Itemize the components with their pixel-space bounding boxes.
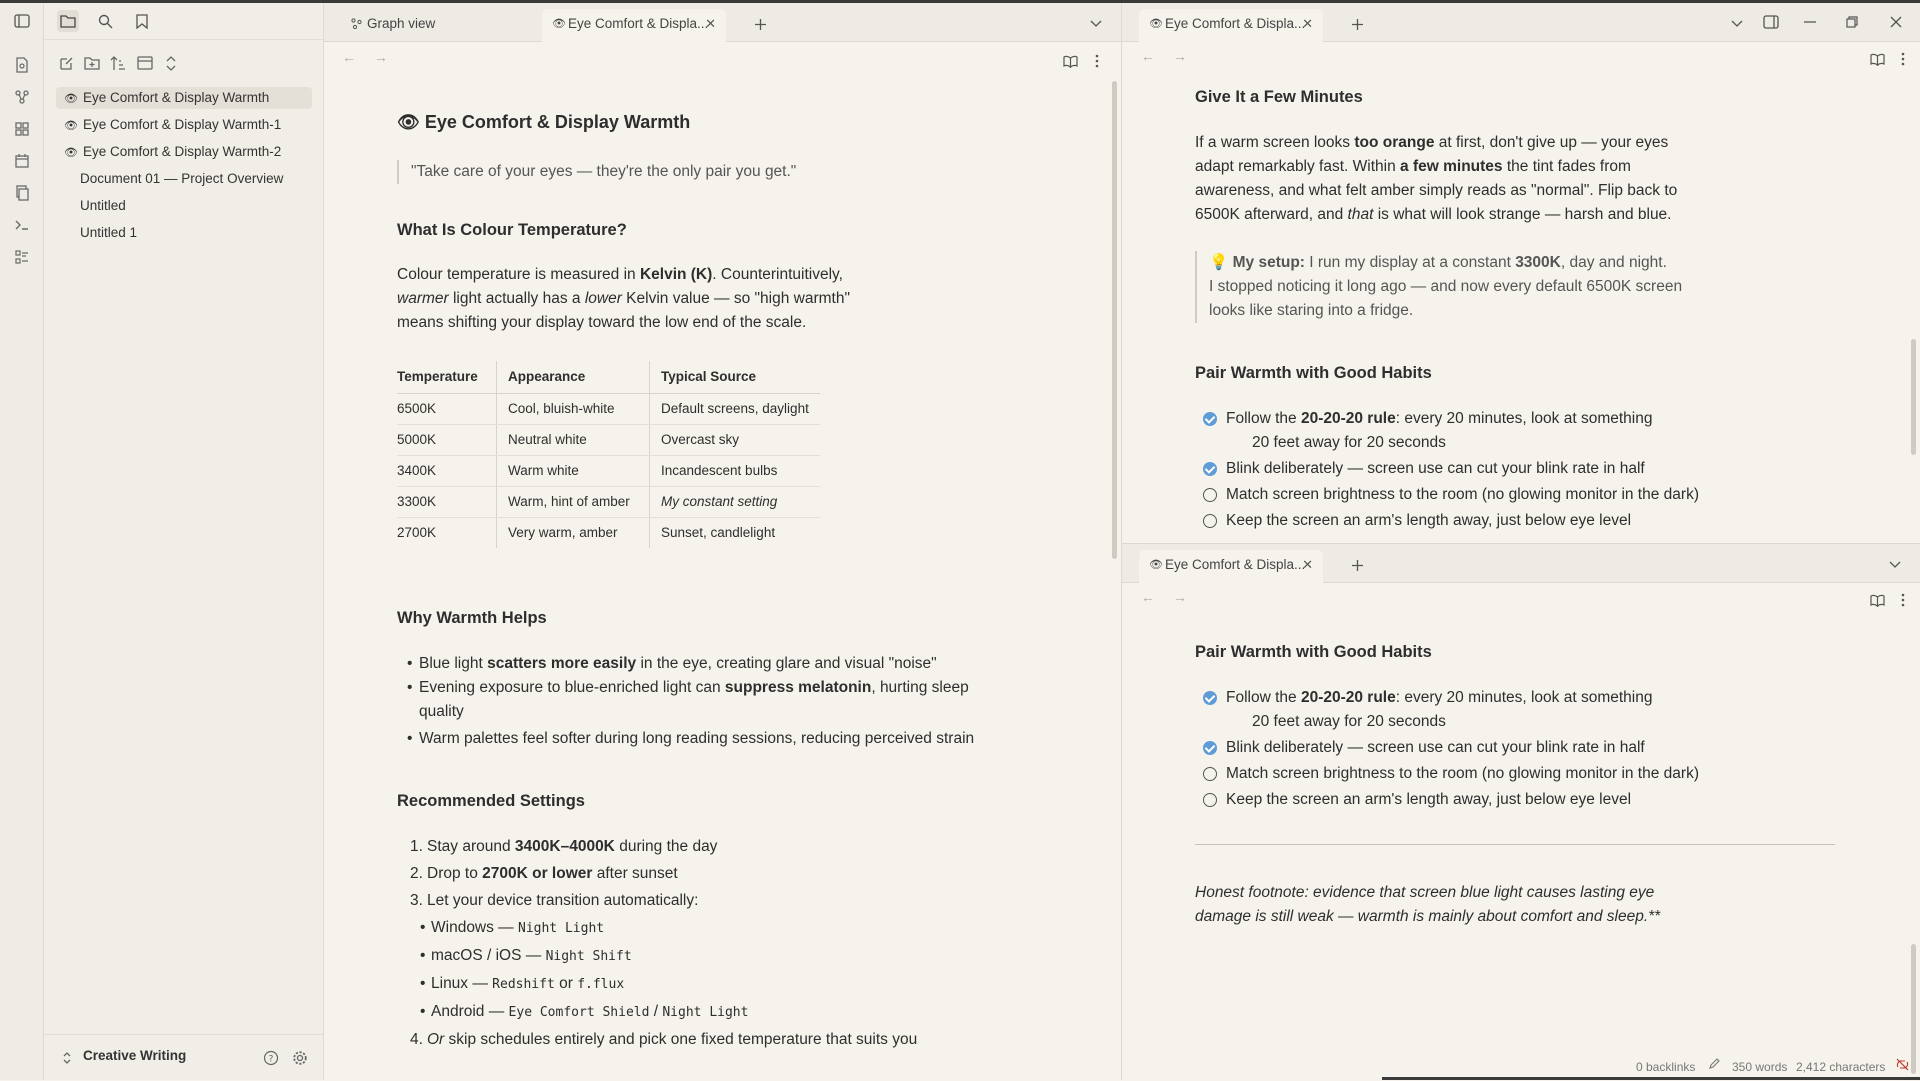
callout-setup: 💡 My setup: I run my display at a constant 3300K, day and night. I stopped noticing it long ago — and now every default 6500K screen looks like staring into a fridge.: [1195, 251, 1855, 323]
file-item[interactable]: [56, 195, 312, 217]
new-tab-plus-icon[interactable]: [1346, 554, 1368, 576]
sync-off-icon[interactable]: [1896, 1058, 1909, 1074]
file-item[interactable]: [56, 222, 312, 244]
right-bottom-editor-pane: [1122, 544, 1920, 1080]
note-content: [397, 110, 1037, 1052]
heading-give-minutes: Give It a Few Minutes: [1195, 88, 1363, 106]
tab-label: Eye Comfort & Displa...: [1165, 557, 1306, 572]
table-cell: Incandescent bulbs: [650, 456, 820, 487]
tab-label: Graph view: [367, 16, 436, 31]
checklist-item: Follow the 20-20-20 rule: every 20 minutes, look at something 20 feet away for 20 seconds: [1195, 686, 1855, 734]
temperature-table: [397, 361, 820, 548]
checkbox-checked[interactable]: [1203, 462, 1217, 476]
file-label: Eye Comfort & Display Warmth-1: [82, 117, 282, 132]
new-note-icon[interactable]: [55, 52, 77, 74]
list-item: 1. Stay around 3400K–4000K during the day: [410, 838, 718, 855]
svg-text:?: ?: [268, 1054, 274, 1065]
minimize-icon[interactable]: [1799, 11, 1821, 33]
heading-habits: Pair Warmth with Good Habits: [1195, 364, 1432, 382]
close-tab-icon[interactable]: ✕: [705, 16, 716, 31]
file-label: Untitled 1: [80, 225, 138, 240]
checklist-item: Keep the screen an arm's length away, just below eye level: [1195, 509, 1855, 533]
toggle-sidebar-icon[interactable]: [11, 10, 33, 32]
table-cell: 3400K: [397, 456, 497, 487]
list-item: 2. Drop to 2700K or lower after sunset: [410, 865, 678, 882]
tab-label: Eye Comfort & Displa...: [1165, 16, 1306, 31]
heading-why-warmth: Why Warmth Helps: [397, 609, 547, 627]
tab-graph-view[interactable]: [341, 9, 531, 39]
checklist-item: Follow the 20-20-20 rule: every 20 minutes, look at something 20 feet away for 20 seconds: [1195, 407, 1855, 455]
eye-icon: 👁: [64, 120, 78, 132]
more-options-icon[interactable]: [1892, 589, 1914, 611]
file-label: Eye Comfort & Display Warmth: [82, 90, 270, 105]
heading-habits: Pair Warmth with Good Habits: [1195, 643, 1432, 661]
sort-icon[interactable]: [107, 52, 129, 74]
file-item[interactable]: [56, 87, 312, 109]
file-item[interactable]: [56, 168, 312, 190]
table-row: [397, 425, 820, 456]
checkbox-unchecked[interactable]: [1203, 767, 1217, 781]
note-title: [397, 110, 1037, 134]
new-folder-icon[interactable]: [81, 52, 103, 74]
checkbox-checked[interactable]: [1203, 741, 1217, 755]
table-row: [397, 394, 820, 425]
table-cell: 3300K: [397, 487, 497, 518]
recommended-list: [397, 835, 1037, 1052]
table-header: Appearance: [497, 361, 650, 394]
lightbulb-icon: 💡: [1209, 254, 1229, 271]
table-cell: Very warm, amber: [497, 518, 650, 549]
calendar-icon[interactable]: [12, 151, 32, 171]
table-header: Typical Source: [650, 361, 820, 394]
file-label: Eye Comfort & Display Warmth-2: [82, 144, 282, 159]
files-folder-icon[interactable]: [57, 10, 79, 32]
collapse-all-icon[interactable]: [160, 52, 182, 74]
sub-list-item: • macOS / iOS — Night Shift: [420, 947, 632, 964]
settings-gear-icon[interactable]: [289, 1047, 311, 1069]
checkbox-checked[interactable]: [1203, 691, 1217, 705]
table-header: Temperature: [397, 361, 497, 394]
checklist-item: Blink deliberately — screen use can cut your blink rate in half: [1195, 457, 1855, 481]
nav-arrows: [1141, 589, 1187, 613]
table-cell: My constant setting: [650, 487, 820, 518]
tab-eye-comfort[interactable]: [1139, 550, 1323, 583]
right-bottom-tab-bar: [1122, 544, 1920, 583]
close-window-icon[interactable]: [1885, 11, 1907, 33]
habits-checklist: [1195, 407, 1855, 533]
toggle-right-sidebar-icon[interactable]: [1760, 11, 1782, 33]
back-arrow-icon[interactable]: ←: [342, 49, 356, 65]
eye-icon: 👁: [397, 112, 420, 132]
forward-arrow-icon[interactable]: →: [373, 49, 388, 65]
right-bottom-scrollbar[interactable]: [1911, 944, 1916, 1074]
heading-colour-temperature: What Is Colour Temperature?: [397, 221, 627, 239]
graph-view-icon[interactable]: [12, 87, 32, 107]
eye-icon: 👁: [1149, 559, 1163, 571]
list-item: • Warm palettes feel softer during long reading sessions, reducing perceived strain: [407, 730, 975, 747]
more-options-icon[interactable]: [1086, 50, 1108, 72]
table-cell: Neutral white: [497, 425, 650, 456]
checkbox-unchecked[interactable]: [1203, 793, 1217, 807]
help-icon[interactable]: [260, 1047, 282, 1069]
table-cell: Default screens, daylight: [650, 394, 820, 425]
checkbox-unchecked[interactable]: [1203, 488, 1217, 502]
edit-pencil-icon[interactable]: [1708, 1058, 1720, 1073]
paragraph-adapt: If a warm screen looks too orange at first, don't give up — your eyes adapt remarkably fast. Within a few minutes the tint fades from awareness, and what felt amber simply reads as "normal". Flip back to 6500K afterward, and that is what will look strange — harsh and blue.: [1195, 134, 1678, 223]
list-item: 3. Let your device transition automatically:: [410, 892, 699, 909]
file-item[interactable]: [56, 114, 312, 136]
list-item: 4. Or skip schedules entirely and pick one fixed temperature that suits you: [410, 1031, 918, 1048]
checkbox-unchecked[interactable]: [1203, 514, 1217, 528]
habits-checklist: [1195, 686, 1855, 812]
eye-icon: 👁: [1149, 18, 1163, 30]
note-content: [1195, 640, 1855, 929]
open-quick-switcher-icon[interactable]: [12, 55, 32, 75]
word-count: 350 words: [1732, 1060, 1788, 1074]
checklist-item: Match screen brightness to the room (no glowing monitor in the dark): [1195, 483, 1855, 507]
footnote: Honest footnote: evidence that screen blue light causes lasting eye damage is still weak — warmth is mainly about comfort and sleep.**: [1195, 884, 1661, 925]
nav-arrows: [342, 49, 388, 73]
tab-eye-comfort[interactable]: [1139, 9, 1323, 42]
terminal-icon[interactable]: [12, 215, 32, 235]
why-list: [397, 652, 1037, 751]
forward-arrow-icon[interactable]: →: [1172, 48, 1187, 64]
new-tab-plus-icon[interactable]: [749, 13, 771, 35]
eye-icon: 👁: [552, 18, 566, 30]
bookmark-icon[interactable]: [131, 10, 153, 32]
right-top-scrollbar[interactable]: [1911, 339, 1916, 455]
templates-icon[interactable]: [12, 183, 32, 203]
sidebar-header: [44, 3, 323, 40]
graph-icon: [351, 9, 362, 41]
checklist-item: Blink deliberately — screen use can cut your blink rate in half: [1195, 736, 1855, 760]
note-title-text: Eye Comfort & Display Warmth: [424, 112, 691, 132]
table-cell: 5000K: [397, 425, 497, 456]
forward-arrow-icon[interactable]: →: [1172, 589, 1187, 605]
eye-icon: 👁: [64, 147, 78, 159]
checklist-item: Match screen brightness to the room (no glowing monitor in the dark): [1195, 762, 1855, 786]
file-item[interactable]: [56, 141, 312, 163]
character-count: 2,412 characters: [1796, 1060, 1886, 1074]
table-row: [397, 487, 820, 518]
vault-switcher-chevron-icon[interactable]: [56, 1047, 78, 1069]
vault-name[interactable]: Creative Writing: [83, 1048, 187, 1063]
file-label: Document 01 — Project Overview: [80, 171, 284, 186]
table-header-row: [397, 361, 820, 394]
file-label: Untitled: [80, 198, 126, 213]
left-ribbon: [0, 3, 44, 1080]
reading-view-book-icon[interactable]: [1866, 589, 1888, 611]
tab-list-chevron-icon[interactable]: [1085, 13, 1107, 35]
table-cell: Warm, hint of amber: [497, 487, 650, 518]
table-cell: Overcast sky: [650, 425, 820, 456]
table-cell: 2700K: [397, 518, 497, 549]
checkbox-checked[interactable]: [1203, 412, 1217, 426]
search-icon[interactable]: [94, 10, 116, 32]
checklist-item: Keep the screen an arm's length away, just below eye level: [1195, 788, 1855, 812]
right-top-tab-bar: [1122, 3, 1920, 42]
list-item: • Blue light scatters more easily in the eye, creating glare and visual "noise": [407, 655, 937, 672]
tab-eye-comfort[interactable]: [542, 9, 726, 42]
eye-icon: 👁: [64, 93, 78, 105]
left-pane-scrollbar[interactable]: [1112, 81, 1117, 559]
list-item: • Evening exposure to blue-enriched light can suppress melatonin, hurting sleep quality: [407, 679, 969, 720]
tab-list-chevron-icon[interactable]: [1726, 13, 1748, 35]
table-row: [397, 456, 820, 487]
right-top-viewport: [1122, 42, 1920, 543]
table-cell: 6500K: [397, 394, 497, 425]
canvas-icon[interactable]: [12, 119, 32, 139]
sub-list-item: • Windows — Night Light: [420, 919, 605, 936]
close-tab-icon[interactable]: ✕: [1302, 16, 1313, 31]
command-palette-icon[interactable]: [12, 247, 32, 267]
tab-list-chevron-icon[interactable]: [1884, 554, 1906, 576]
left-editor-pane: [324, 3, 1121, 1080]
restore-icon[interactable]: [1841, 11, 1863, 33]
new-tab-plus-icon[interactable]: [1346, 13, 1368, 35]
sidebar-footer: [44, 1034, 323, 1081]
paragraph-kelvin: Colour temperature is measured in Kelvin (K). Counterintuitively, warmer light actually has a lower Kelvin value — so "high warmth" means shifting your display toward the low end of the scale.: [397, 266, 850, 331]
back-arrow-icon[interactable]: ←: [1141, 48, 1155, 64]
close-tab-icon[interactable]: ✕: [1302, 557, 1313, 572]
blockquote: "Take care of your eyes — they're the only pair you get.": [397, 160, 1037, 184]
sub-list-item: • Android — Eye Comfort Shield / Night Light: [420, 1003, 749, 1020]
auto-reveal-icon[interactable]: [134, 52, 156, 74]
tab-label: Eye Comfort & Displa...: [568, 16, 709, 31]
note-content: [1195, 85, 1855, 533]
table-cell: Sunset, candlelight: [661, 525, 776, 540]
back-arrow-icon[interactable]: ←: [1141, 589, 1155, 605]
sub-list-item: • Linux — Redshift or f.flux: [420, 975, 625, 992]
heading-recommended: Recommended Settings: [397, 792, 585, 810]
file-explorer-sidebar: [44, 3, 324, 1080]
left-tab-bar: [324, 3, 1121, 42]
table-row: [397, 518, 820, 549]
right-top-editor-pane: [1122, 3, 1920, 543]
reading-view-book-icon[interactable]: [1059, 50, 1081, 72]
table-cell: Cool, bluish-white: [497, 394, 650, 425]
horizontal-rule: [1195, 844, 1835, 845]
backlinks-count[interactable]: 0 backlinks: [1636, 1060, 1696, 1074]
table-cell: Warm white: [497, 456, 650, 487]
